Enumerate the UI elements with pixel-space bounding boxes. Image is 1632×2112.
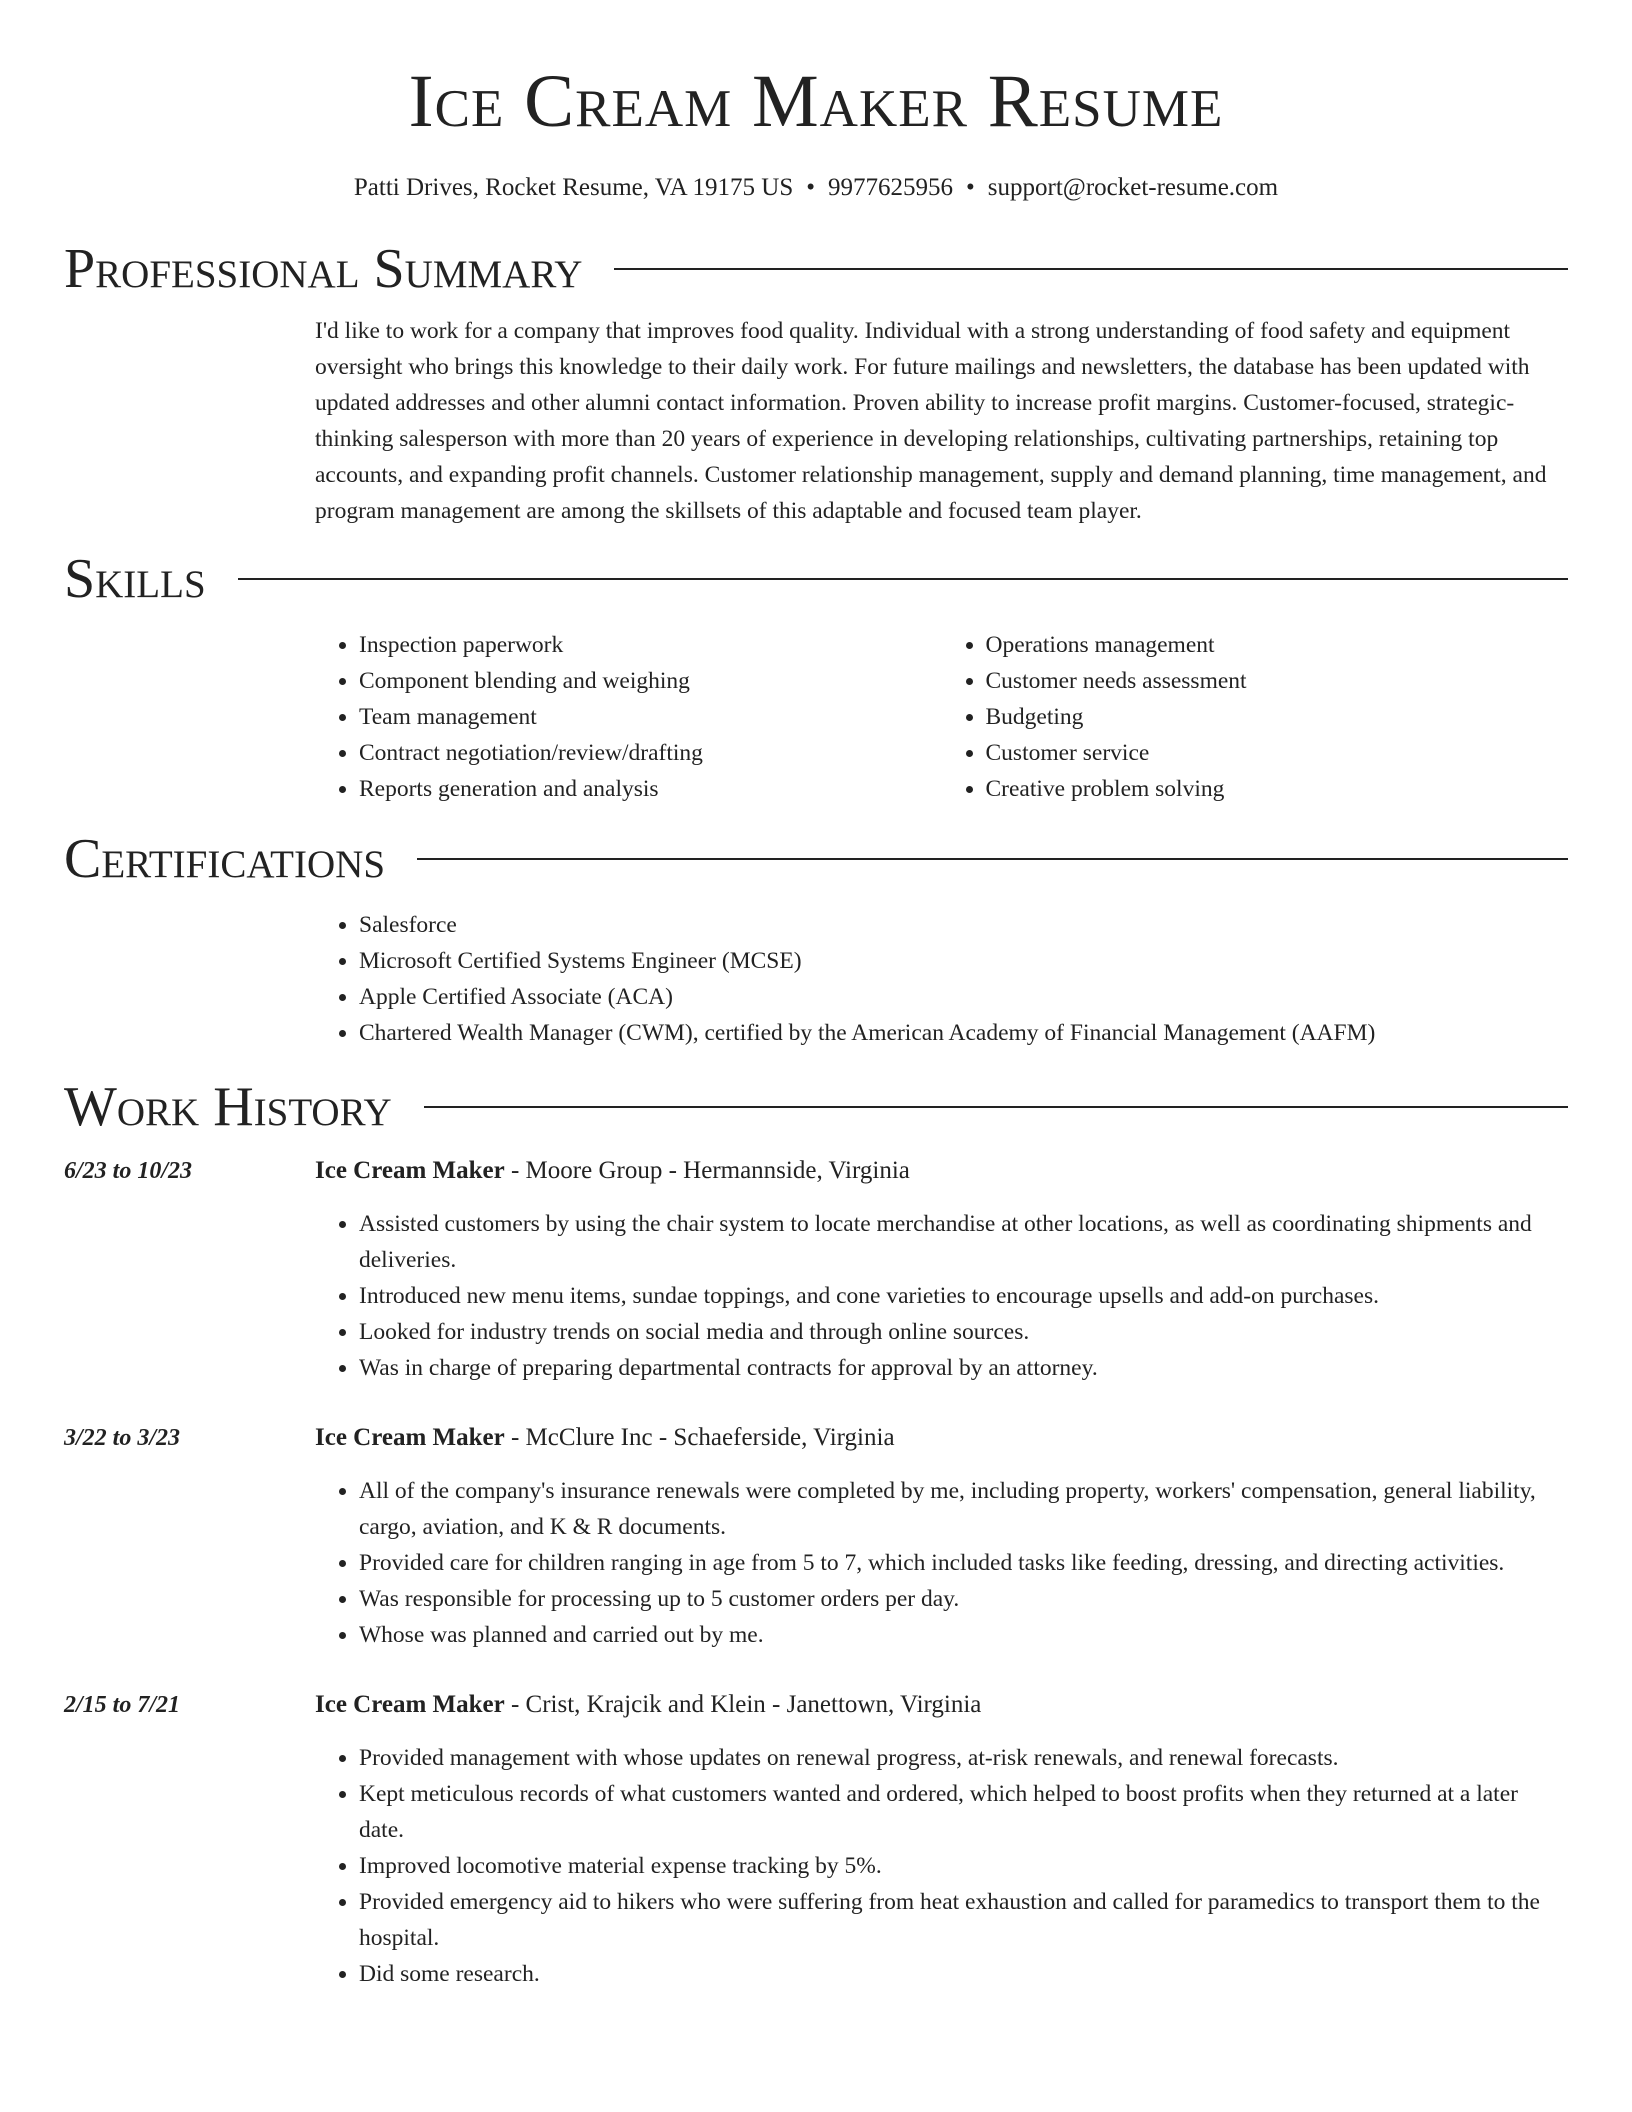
skill-item: • Team management — [359, 699, 942, 735]
job-role: Ice Cream Maker — [315, 1424, 505, 1451]
resume-page — [64, 0, 1568, 1992]
skills-list-right — [942, 627, 1569, 807]
section-divider — [417, 858, 1568, 860]
skills-section-header — [64, 547, 1568, 611]
job-bullet: • Kept meticulous records of what customers wanted and ordered, which helped to boost profits when they returned at a later date. — [359, 1776, 1568, 1848]
skills-heading: Skills — [64, 548, 206, 610]
work-section-header — [64, 1075, 1568, 1139]
work-heading: Work History — [64, 1076, 392, 1138]
job-bullet: • Was responsible for processing up to 5 customer orders per day. — [359, 1581, 1568, 1617]
job-bullet: • Provided management with whose updates on renewal progress, at-risk renewals, and renewal forecasts. — [359, 1740, 1568, 1776]
job-headline — [315, 1687, 1568, 1723]
contact-email: support@rocket-resume.com — [987, 174, 1279, 201]
job-dates: 3/22 to 3/23 — [64, 1425, 181, 1451]
skill-item: • Customer needs assessment — [986, 663, 1569, 699]
certification-item: • Chartered Wealth Manager (CWM), certified by the American Academy of Financial Management (AAFM) — [359, 1015, 1568, 1051]
job-dates: 6/23 to 10/23 — [64, 1158, 193, 1184]
skill-item: • Contract negotiation/review/drafting — [359, 735, 942, 771]
job-role: Ice Cream Maker — [315, 1157, 505, 1184]
job-bullets — [315, 1473, 1568, 1653]
job-bullet: • Improved locomotive material expense tracking by 5%. — [359, 1848, 1568, 1884]
skill-item: • Operations management — [986, 627, 1569, 663]
summary-text: I'd like to work for a company that improves food quality. Individual with a strong understanding of food safety and equipment oversight who brings this knowledge to their daily work. For future mailings and newsletters, the database has been updated with updated addresses and other alumni contact information. Proven ability to increase profit margins. Customer-focused, strategic-thinking salesperson with more than 20 years of experience in developing relationships, cultivating partnerships, retaining top accounts, and expanding profit channels. Customer relationship management, supply and demand planning, time management, and program management are among the skillsets of this adaptable and focused team player. — [315, 318, 1547, 524]
job-employer: - McClure Inc - Schaeferside, Virginia — [504, 1424, 895, 1451]
job-bullet: • Assisted customers by using the chair system to locate merchandise at other locations, as well as coordinating shipments and deliveries. — [359, 1206, 1568, 1278]
certifications-section-header — [64, 827, 1568, 891]
certification-item: • Microsoft Certified Systems Engineer (MCSE) — [359, 943, 1568, 979]
job-headline — [315, 1153, 1568, 1189]
contact-separator: • — [966, 174, 975, 201]
skills-list-left — [315, 627, 942, 807]
skill-item: • Inspection paperwork — [359, 627, 942, 663]
job-role: Ice Cream Maker — [315, 1691, 505, 1718]
job-dates: 2/15 to 7/21 — [64, 1692, 181, 1718]
contact-separator: • — [806, 174, 816, 201]
skill-item: • Customer service — [986, 735, 1569, 771]
job-bullet: • Introduced new menu items, sundae toppings, and cone varieties to encourage upsells and add-on purchases. — [359, 1278, 1568, 1314]
certifications-list — [315, 907, 1568, 1051]
certification-item: • Apple Certified Associate (ACA) — [359, 979, 1568, 1015]
certification-item: • Salesforce — [359, 907, 1568, 943]
job-entry — [64, 1420, 1568, 1653]
summary-body — [315, 313, 1568, 529]
job-entry — [64, 1153, 1568, 1386]
job-bullet: • Was in charge of preparing departmental contracts for approval by an attorney. — [359, 1350, 1568, 1386]
section-divider — [238, 578, 1568, 580]
contact-address: Patti Drives, Rocket Resume, VA 19175 US — [353, 174, 794, 201]
skill-item: • Creative problem solving — [986, 771, 1569, 807]
job-bullet: • Did some research. — [359, 1956, 1568, 1992]
job-entry — [64, 1687, 1568, 1992]
summary-heading: Professional Summary — [64, 238, 583, 300]
job-detail — [315, 1420, 1568, 1653]
resume-title: Ice Cream Maker Resume — [408, 60, 1224, 143]
certifications-heading: Certifications — [64, 828, 386, 890]
job-detail — [315, 1687, 1568, 1992]
job-bullet: • Provided emergency aid to hikers who were suffering from heat exhaustion and called for paramedics to transport them to the hospital. — [359, 1884, 1568, 1956]
skill-item: • Reports generation and analysis — [359, 771, 942, 807]
summary-section-header — [64, 237, 1568, 301]
contact-line — [64, 171, 1568, 205]
job-headline — [315, 1420, 1568, 1456]
skills-grid — [315, 627, 1568, 807]
contact-phone: 9977625956 — [828, 174, 954, 201]
job-bullet: • Looked for industry trends on social media and through online sources. — [359, 1314, 1568, 1350]
skill-item: • Component blending and weighing — [359, 663, 942, 699]
certifications-body — [315, 907, 1568, 1051]
skill-item: • Budgeting — [986, 699, 1569, 735]
section-divider — [614, 268, 1568, 270]
job-bullet: • Provided care for children ranging in age from 5 to 7, which included tasks like feeding, dressing, and directing activities. — [359, 1545, 1568, 1581]
job-bullet: • Whose was planned and carried out by me. — [359, 1617, 1568, 1653]
job-bullets — [315, 1206, 1568, 1386]
job-bullet: • All of the company's insurance renewals were completed by me, including property, workers' compensation, general liability, cargo, aviation, and K & R documents. — [359, 1473, 1568, 1545]
job-detail — [315, 1153, 1568, 1386]
job-bullets — [315, 1740, 1568, 1992]
section-divider — [424, 1106, 1568, 1108]
job-employer: - Crist, Krajcik and Klein - Janettown, Virginia — [504, 1691, 982, 1718]
job-employer: - Moore Group - Hermannside, Virginia — [504, 1157, 910, 1184]
